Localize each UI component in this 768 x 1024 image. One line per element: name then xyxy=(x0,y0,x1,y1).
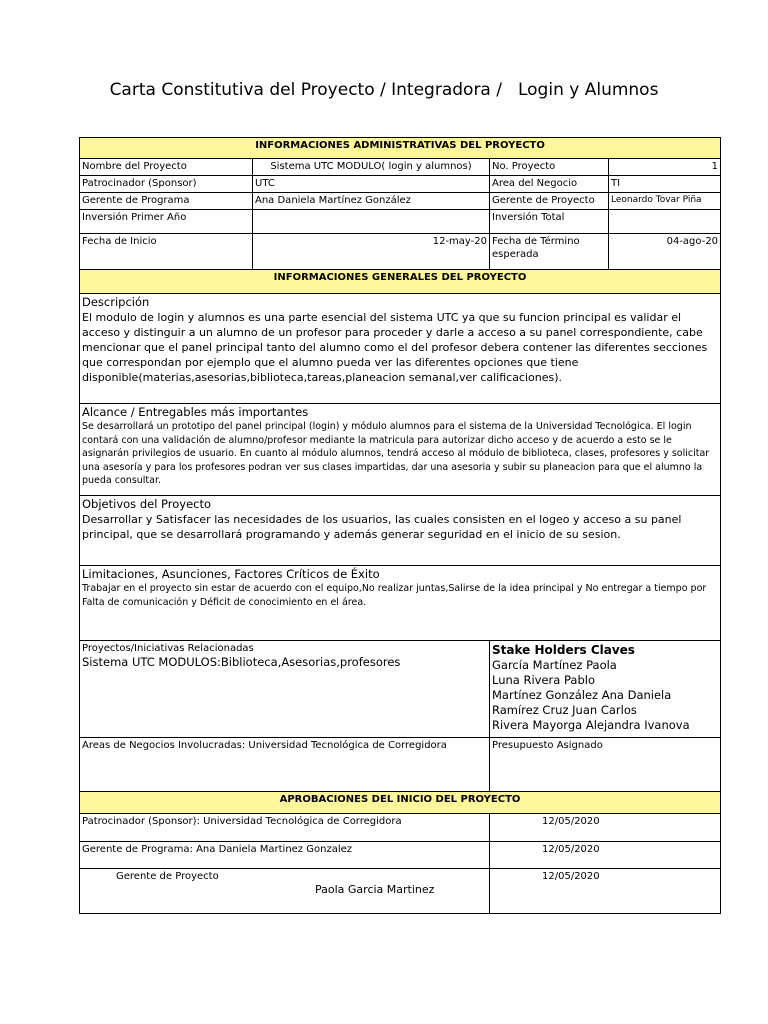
approvals-header: APROBACIONES DEL INICIO DEL PROYECTO xyxy=(80,792,721,814)
approval-program-manager: Gerente de Programa: Ana Daniela Martinez Gonzalez xyxy=(80,842,490,869)
stakeholders-list xyxy=(492,658,718,733)
first-year-investment-label: Inversión Primer Año xyxy=(80,210,253,234)
program-manager-value: Ana Daniela Martínez González xyxy=(253,193,490,210)
stakeholders-label: Stake Holders Claves xyxy=(492,643,635,657)
project-name-label: Nombre del Proyecto xyxy=(80,159,253,176)
sponsor-label: Patrocinador (Sponsor) xyxy=(80,176,253,193)
approval-project-manager-label: Gerente de Proyecto xyxy=(116,871,219,882)
admin-header: INFORMACIONES ADMINISTRATIVAS DEL PROYECTO xyxy=(80,138,721,159)
stakeholder-item: Martínez González Ana Daniela xyxy=(492,688,672,702)
approval-project-manager xyxy=(80,869,490,914)
approval-project-manager-date: 12/05/2020 xyxy=(490,869,721,914)
related-projects-text: Sistema UTC MODULOS:Biblioteca,Asesorias,profesores xyxy=(82,655,401,669)
approval-program-manager-date: 12/05/2020 xyxy=(490,842,721,869)
limitations-cell xyxy=(80,566,721,641)
title-part1: Carta Constitutiva del Proyecto / Integradora / xyxy=(109,80,502,100)
stakeholder-item: Luna Rivera Pablo xyxy=(492,673,595,687)
scope-cell xyxy=(80,404,721,496)
objectives-text: Desarrollar y Satisfacer las necesidades de los usuarios, las cuales consisten en el logeo y acceso a su panel principal, que se desarrollará programando y además generar seguridad en el inicio de su sesion. xyxy=(82,513,682,541)
project-number-label: No. Proyecto xyxy=(490,159,609,176)
scope-label: Alcance / Entregables más importantes xyxy=(82,405,309,419)
objectives-cell xyxy=(80,496,721,566)
scope-text: Se desarrollará un prototipo del panel principal (login) y módulo alumnos para el sistema de la Universidad Tecnológica. El login contará con una validación de alumno/profesor mediante la matricula para autorizar dicho acceso y de acuerdo a esto se le asignarán privilegios de usuario. En cuanto al módulo alumnos, tendrá acceso al módulo de biblioteca, clases, profesores y solicitar una asesoría y para los profesores podran ver sus clases impartidas, dar una asesoria y subir su planeacion para que el alumno la pueda consultar. xyxy=(82,421,710,486)
start-date-value: 12-may-20 xyxy=(253,234,490,270)
business-area-value: TI xyxy=(609,176,721,193)
start-date-label: Fecha de Inicio xyxy=(80,234,253,270)
stakeholder-item: Ramírez Cruz Juan Carlos xyxy=(492,703,637,717)
approval-project-manager-name: Paola Garcia Martinez xyxy=(315,883,435,896)
project-manager-value: Leonardo Tovar Piña xyxy=(609,193,721,210)
approval-sponsor: Patrocinador (Sponsor): Universidad Tecnológica de Corregidora xyxy=(80,814,490,842)
objectives-label: Objetivos del Proyecto xyxy=(82,497,212,511)
first-year-investment-value xyxy=(253,210,490,234)
document-title xyxy=(0,80,768,100)
budget-cell: Presupuesto Asignado xyxy=(490,738,721,792)
total-investment-label: Inversión Total xyxy=(490,210,609,234)
related-projects-label: Proyectos/Iniciativas Relacionadas xyxy=(82,643,254,654)
limitations-label: Limitaciones, Asunciones, Factores Críticos de Éxito xyxy=(82,567,380,581)
project-number-value: 1 xyxy=(609,159,721,176)
project-manager-label: Gerente de Proyecto xyxy=(490,193,609,210)
description-cell xyxy=(80,294,721,404)
total-investment-value xyxy=(609,210,721,234)
project-name-value: Sistema UTC MODULO( login y alumnos) xyxy=(253,159,490,176)
approval-sponsor-date: 12/05/2020 xyxy=(490,814,721,842)
stakeholder-item: Rivera Mayorga Alejandra Ivanova xyxy=(492,718,690,732)
description-label: Descripción xyxy=(82,295,150,309)
title-part2: Login y Alumnos xyxy=(517,80,659,100)
end-date-label: Fecha de Término esperada xyxy=(490,234,609,270)
limitations-text: Trabajar en el proyecto sin estar de acuerdo con el equipo,No realizar juntas,Salirse de la idea principal y No entregar a tiempo por Falta de comunicación y Déficit de conocimiento en el área. xyxy=(82,583,707,608)
related-projects-cell xyxy=(80,641,490,738)
sponsor-value: UTC xyxy=(253,176,490,193)
end-date-value: 04-ago-20 xyxy=(609,234,721,270)
business-area-label: Area del Negocio xyxy=(490,176,609,193)
stakeholder-item: García Martínez Paola xyxy=(492,658,617,672)
general-header: INFORMACIONES GENERALES DEL PROYECTO xyxy=(80,270,721,294)
business-areas-cell: Areas de Negocios Involucradas: Universidad Tecnológica de Corregidora xyxy=(80,738,490,792)
project-charter-table xyxy=(79,137,721,914)
stakeholders-cell xyxy=(490,641,721,738)
program-manager-label: Gerente de Programa xyxy=(80,193,253,210)
description-text: El modulo de login y alumnos es una parte esencial del sistema UTC ya que su funcion principal es validar el acceso y distinguir a un alumno de un profesor para proceder y darle a acceso a su panel correspondiente, cabe mencionar que el panel principal tanto del alumno como el del profesor debera contener las diferentes secciones que correspondan por ejemplo que el alumno pueda ver las diferentes opciones que tiene disponible(materias,asesorias,biblioteca,tareas,planeacion semanal,ver calificaciones). xyxy=(82,311,708,384)
